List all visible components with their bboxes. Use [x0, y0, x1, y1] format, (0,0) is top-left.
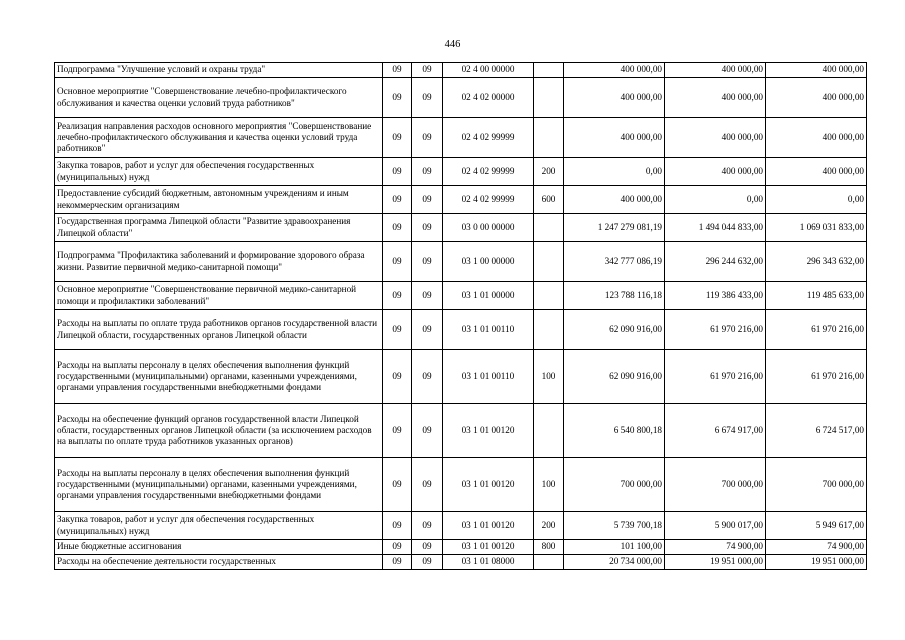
- cell-name: Расходы на обеспечение деятельности государственных: [55, 555, 383, 570]
- table-row: [55, 118, 867, 158]
- cell-expense-type: 800: [534, 540, 564, 555]
- cell-target-article: 02 4 02 99999: [443, 158, 534, 186]
- cell-section: 09: [383, 242, 412, 282]
- cell-target-article: 03 1 01 00000: [443, 282, 534, 310]
- cell-expense-type: [534, 214, 564, 242]
- cell-expense-type: [534, 555, 564, 570]
- cell-expense-type: [534, 310, 564, 350]
- cell-target-article: 02 4 00 00000: [443, 63, 534, 78]
- cell-amount-1: 62 090 916,00: [564, 310, 665, 350]
- cell-amount-3: 0,00: [766, 186, 867, 214]
- cell-amount-3: 400 000,00: [766, 118, 867, 158]
- page-number: 446: [444, 39, 461, 50]
- cell-target-article: 02 4 02 99999: [443, 186, 534, 214]
- cell-name: Подпрограмма "Профилактика заболеваний и формирование здорового образа жизни. Развитие первичной медико-санитарной помощи": [55, 242, 383, 282]
- cell-section: 09: [383, 158, 412, 186]
- cell-expense-type: [534, 404, 564, 458]
- cell-section: 09: [383, 63, 412, 78]
- cell-section: 09: [383, 404, 412, 458]
- cell-subsection: 09: [412, 242, 443, 282]
- cell-amount-2: 74 900,00: [665, 540, 766, 555]
- cell-name: Закупка товаров, работ и услуг для обеспечения государственных (муниципальных) нужд: [55, 512, 383, 540]
- cell-target-article: 03 1 01 00110: [443, 310, 534, 350]
- cell-amount-3: 6 724 517,00: [766, 404, 867, 458]
- cell-section: 09: [383, 350, 412, 404]
- table-row: [55, 282, 867, 310]
- cell-expense-type: [534, 118, 564, 158]
- cell-name: Расходы на обеспечение функций органов государственной власти Липецкой области, государственных органов Липецкой области (за исключением расходов на выплаты по оплате труда работников указанных органов): [55, 404, 383, 458]
- table-row: [55, 512, 867, 540]
- cell-subsection: 09: [412, 555, 443, 570]
- cell-amount-1: 400 000,00: [564, 63, 665, 78]
- cell-amount-2: 61 970 216,00: [665, 310, 766, 350]
- cell-expense-type: 100: [534, 350, 564, 404]
- cell-name: Расходы на выплаты персоналу в целях обеспечения выполнения функций государственными (муниципальными) органами, казенными учреждениями, органами управления государственными внебюджетными фондами: [55, 350, 383, 404]
- cell-expense-type: [534, 282, 564, 310]
- cell-target-article: 03 1 01 00120: [443, 404, 534, 458]
- cell-subsection: 09: [412, 404, 443, 458]
- cell-subsection: 09: [412, 63, 443, 78]
- cell-expense-type: 200: [534, 158, 564, 186]
- cell-amount-2: 296 244 632,00: [665, 242, 766, 282]
- cell-amount-1: 123 788 116,18: [564, 282, 665, 310]
- cell-target-article: 03 1 00 00000: [443, 242, 534, 282]
- cell-subsection: 09: [412, 214, 443, 242]
- cell-amount-3: 119 485 633,00: [766, 282, 867, 310]
- cell-target-article: 03 1 01 00110: [443, 350, 534, 404]
- cell-amount-2: 0,00: [665, 186, 766, 214]
- cell-amount-1: 342 777 086,19: [564, 242, 665, 282]
- cell-amount-1: 6 540 800,18: [564, 404, 665, 458]
- cell-amount-1: 5 739 700,18: [564, 512, 665, 540]
- cell-name: Иные бюджетные ассигнования: [55, 540, 383, 555]
- cell-expense-type: [534, 63, 564, 78]
- cell-amount-3: 5 949 617,00: [766, 512, 867, 540]
- cell-name: Государственная программа Липецкой области "Развитие здравоохранения Липецкой области": [55, 214, 383, 242]
- table-row: [55, 350, 867, 404]
- table-row: [55, 214, 867, 242]
- cell-amount-3: 700 000,00: [766, 458, 867, 512]
- cell-amount-3: 1 069 031 833,00: [766, 214, 867, 242]
- cell-name: Расходы на выплаты по оплате труда работников органов государственной власти Липецкой области, государственных органов Липецкой области: [55, 310, 383, 350]
- table-row: [55, 458, 867, 512]
- cell-amount-2: 400 000,00: [665, 63, 766, 78]
- cell-expense-type: [534, 242, 564, 282]
- cell-subsection: 09: [412, 350, 443, 404]
- cell-section: 09: [383, 458, 412, 512]
- cell-amount-2: 400 000,00: [665, 158, 766, 186]
- table-row: [55, 555, 867, 570]
- cell-target-article: 03 0 00 00000: [443, 214, 534, 242]
- cell-amount-1: 400 000,00: [564, 118, 665, 158]
- cell-amount-1: 400 000,00: [564, 78, 665, 118]
- cell-target-article: 03 1 01 00120: [443, 458, 534, 512]
- cell-amount-3: 19 951 000,00: [766, 555, 867, 570]
- table-row: [55, 63, 867, 78]
- cell-target-article: 03 1 01 00120: [443, 540, 534, 555]
- cell-amount-2: 19 951 000,00: [665, 555, 766, 570]
- table-row: [55, 242, 867, 282]
- cell-amount-1: 20 734 000,00: [564, 555, 665, 570]
- cell-name: Закупка товаров, работ и услуг для обеспечения государственных (муниципальных) нужд: [55, 158, 383, 186]
- cell-name: Предоставление субсидий бюджетным, автономным учреждениям и иным некоммерческим организациям: [55, 186, 383, 214]
- cell-section: 09: [383, 214, 412, 242]
- cell-expense-type: 600: [534, 186, 564, 214]
- cell-target-article: 02 4 02 00000: [443, 78, 534, 118]
- cell-name: Расходы на выплаты персоналу в целях обеспечения выполнения функций государственными (муниципальными) органами, казенными учреждениями, органами управления государственными внебюджетными фондами: [55, 458, 383, 512]
- cell-target-article: 03 1 01 08000: [443, 555, 534, 570]
- table-row: [55, 404, 867, 458]
- cell-name: Реализация направления расходов основного мероприятия "Совершенствование лечебно-профилактического обслуживания и качества оценки условий труда работников": [55, 118, 383, 158]
- cell-subsection: 09: [412, 310, 443, 350]
- cell-subsection: 09: [412, 186, 443, 214]
- table-row: [55, 186, 867, 214]
- cell-amount-3: 61 970 216,00: [766, 310, 867, 350]
- cell-amount-1: 62 090 916,00: [564, 350, 665, 404]
- cell-amount-2: 119 386 433,00: [665, 282, 766, 310]
- cell-name: Основное мероприятие "Совершенствование первичной медико-санитарной помощи и профилактики заболеваний": [55, 282, 383, 310]
- cell-amount-2: 6 674 917,00: [665, 404, 766, 458]
- cell-subsection: 09: [412, 118, 443, 158]
- cell-subsection: 09: [412, 282, 443, 310]
- cell-amount-1: 1 247 279 081,19: [564, 214, 665, 242]
- cell-amount-3: 400 000,00: [766, 63, 867, 78]
- cell-section: 09: [383, 512, 412, 540]
- cell-amount-2: 1 494 044 833,00: [665, 214, 766, 242]
- cell-section: 09: [383, 540, 412, 555]
- cell-amount-3: 296 343 632,00: [766, 242, 867, 282]
- cell-amount-1: 700 000,00: [564, 458, 665, 512]
- cell-amount-3: 400 000,00: [766, 78, 867, 118]
- cell-section: 09: [383, 78, 412, 118]
- cell-subsection: 09: [412, 512, 443, 540]
- cell-name: Подпрограмма "Улучшение условий и охраны труда": [55, 63, 383, 78]
- cell-target-article: 02 4 02 99999: [443, 118, 534, 158]
- budget-table: [54, 62, 867, 570]
- cell-expense-type: [534, 78, 564, 118]
- cell-amount-3: 74 900,00: [766, 540, 867, 555]
- cell-amount-3: 400 000,00: [766, 158, 867, 186]
- table-row: [55, 540, 867, 555]
- cell-name: Основное мероприятие "Совершенствование лечебно-профилактического обслуживания и качества оценки условий труда работников": [55, 78, 383, 118]
- cell-amount-1: 0,00: [564, 158, 665, 186]
- cell-amount-2: 61 970 216,00: [665, 350, 766, 404]
- cell-target-article: 03 1 01 00120: [443, 512, 534, 540]
- cell-expense-type: 200: [534, 512, 564, 540]
- cell-expense-type: 100: [534, 458, 564, 512]
- cell-subsection: 09: [412, 78, 443, 118]
- cell-section: 09: [383, 118, 412, 158]
- cell-section: 09: [383, 310, 412, 350]
- cell-amount-2: 400 000,00: [665, 118, 766, 158]
- table-body: [55, 63, 867, 570]
- table-row: [55, 158, 867, 186]
- cell-amount-2: 700 000,00: [665, 458, 766, 512]
- cell-amount-1: 101 100,00: [564, 540, 665, 555]
- cell-subsection: 09: [412, 458, 443, 512]
- cell-amount-1: 400 000,00: [564, 186, 665, 214]
- cell-section: 09: [383, 555, 412, 570]
- cell-section: 09: [383, 282, 412, 310]
- cell-section: 09: [383, 186, 412, 214]
- cell-subsection: 09: [412, 540, 443, 555]
- cell-amount-3: 61 970 216,00: [766, 350, 867, 404]
- table-row: [55, 78, 867, 118]
- cell-amount-2: 5 900 017,00: [665, 512, 766, 540]
- cell-subsection: 09: [412, 158, 443, 186]
- cell-amount-2: 400 000,00: [665, 78, 766, 118]
- table-row: [55, 310, 867, 350]
